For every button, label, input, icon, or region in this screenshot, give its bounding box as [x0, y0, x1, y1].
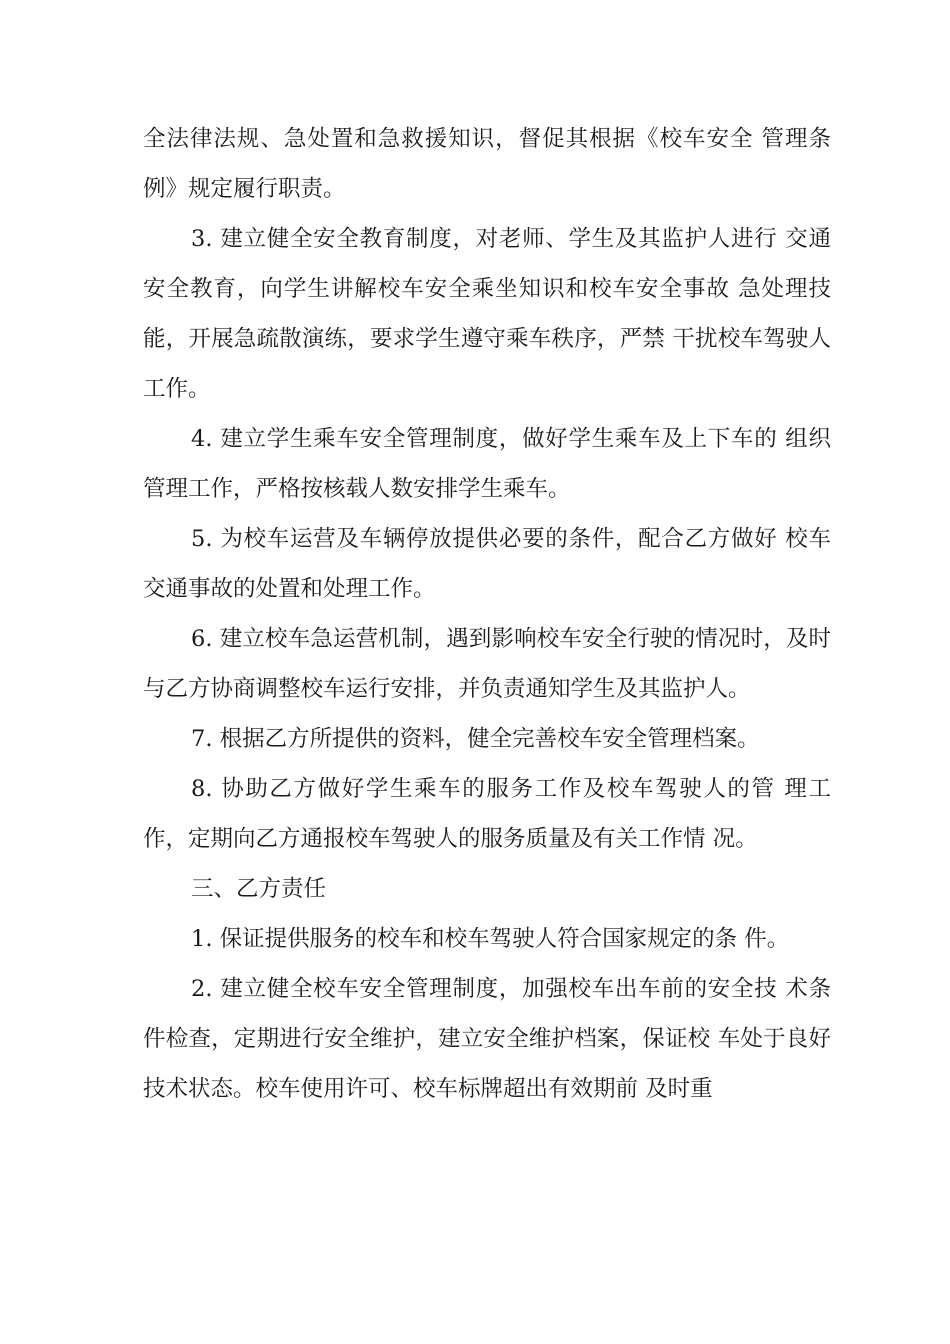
paragraph-item-6: 6. 建立校车急运营机制，遇到影响校车安全行驶的情况时，及时与乙方协商调整校车运行安排，并负责通知学生及其监护人。	[143, 626, 831, 702]
paragraph-party-b-item-1: 1. 保证提供服务的校车和校车驾驶人符合国家规定的条 件。	[191, 926, 790, 952]
document-body	[143, 114, 831, 1114]
paragraph-item-7: 7. 根据乙方所提供的资料，健全完善校车安全管理档案。	[191, 726, 760, 752]
paragraph-item-4: 4. 建立学生乘车安全管理制度，做好学生乘车及上下车的 组织管理工作，严格按核载人数安排学生乘车。	[143, 426, 831, 502]
paragraph-item-5: 5. 为校车运营及车辆停放提供必要的条件，配合乙方做好 校车交通事故的处置和处理工作。	[143, 526, 831, 602]
paragraph-party-b-item-2: 2. 建立健全校车安全管理制度，加强校车出车前的安全技 术条件检查，定期进行安全维护，建立安全维护档案，保证校 车处于良好技术状态。校车使用许可、校车标牌超出有效期前 及时重	[143, 976, 831, 1102]
paragraph-continuation: 全法律法规、急处置和急救援知识，督促其根据《校车安全 管理条例》规定履行职责。	[143, 126, 831, 202]
section-heading: 三、乙方责任	[191, 876, 327, 902]
paragraph-item-3: 3. 建立健全安全教育制度，对老师、学生及其监护人进行 交通安全教育，向学生讲解校车安全乘坐知识和校车安全事故 急处理技能，开展急疏散演练，要求学生遵守乘车秩序，严禁 干扰校车驾驶人工作。	[143, 226, 831, 402]
paragraph-item-8: 8. 协助乙方做好学生乘车的服务工作及校车驾驶人的管 理工作，定期向乙方通报校车驾驶人的服务质量及有关工作情 况。	[143, 776, 831, 852]
